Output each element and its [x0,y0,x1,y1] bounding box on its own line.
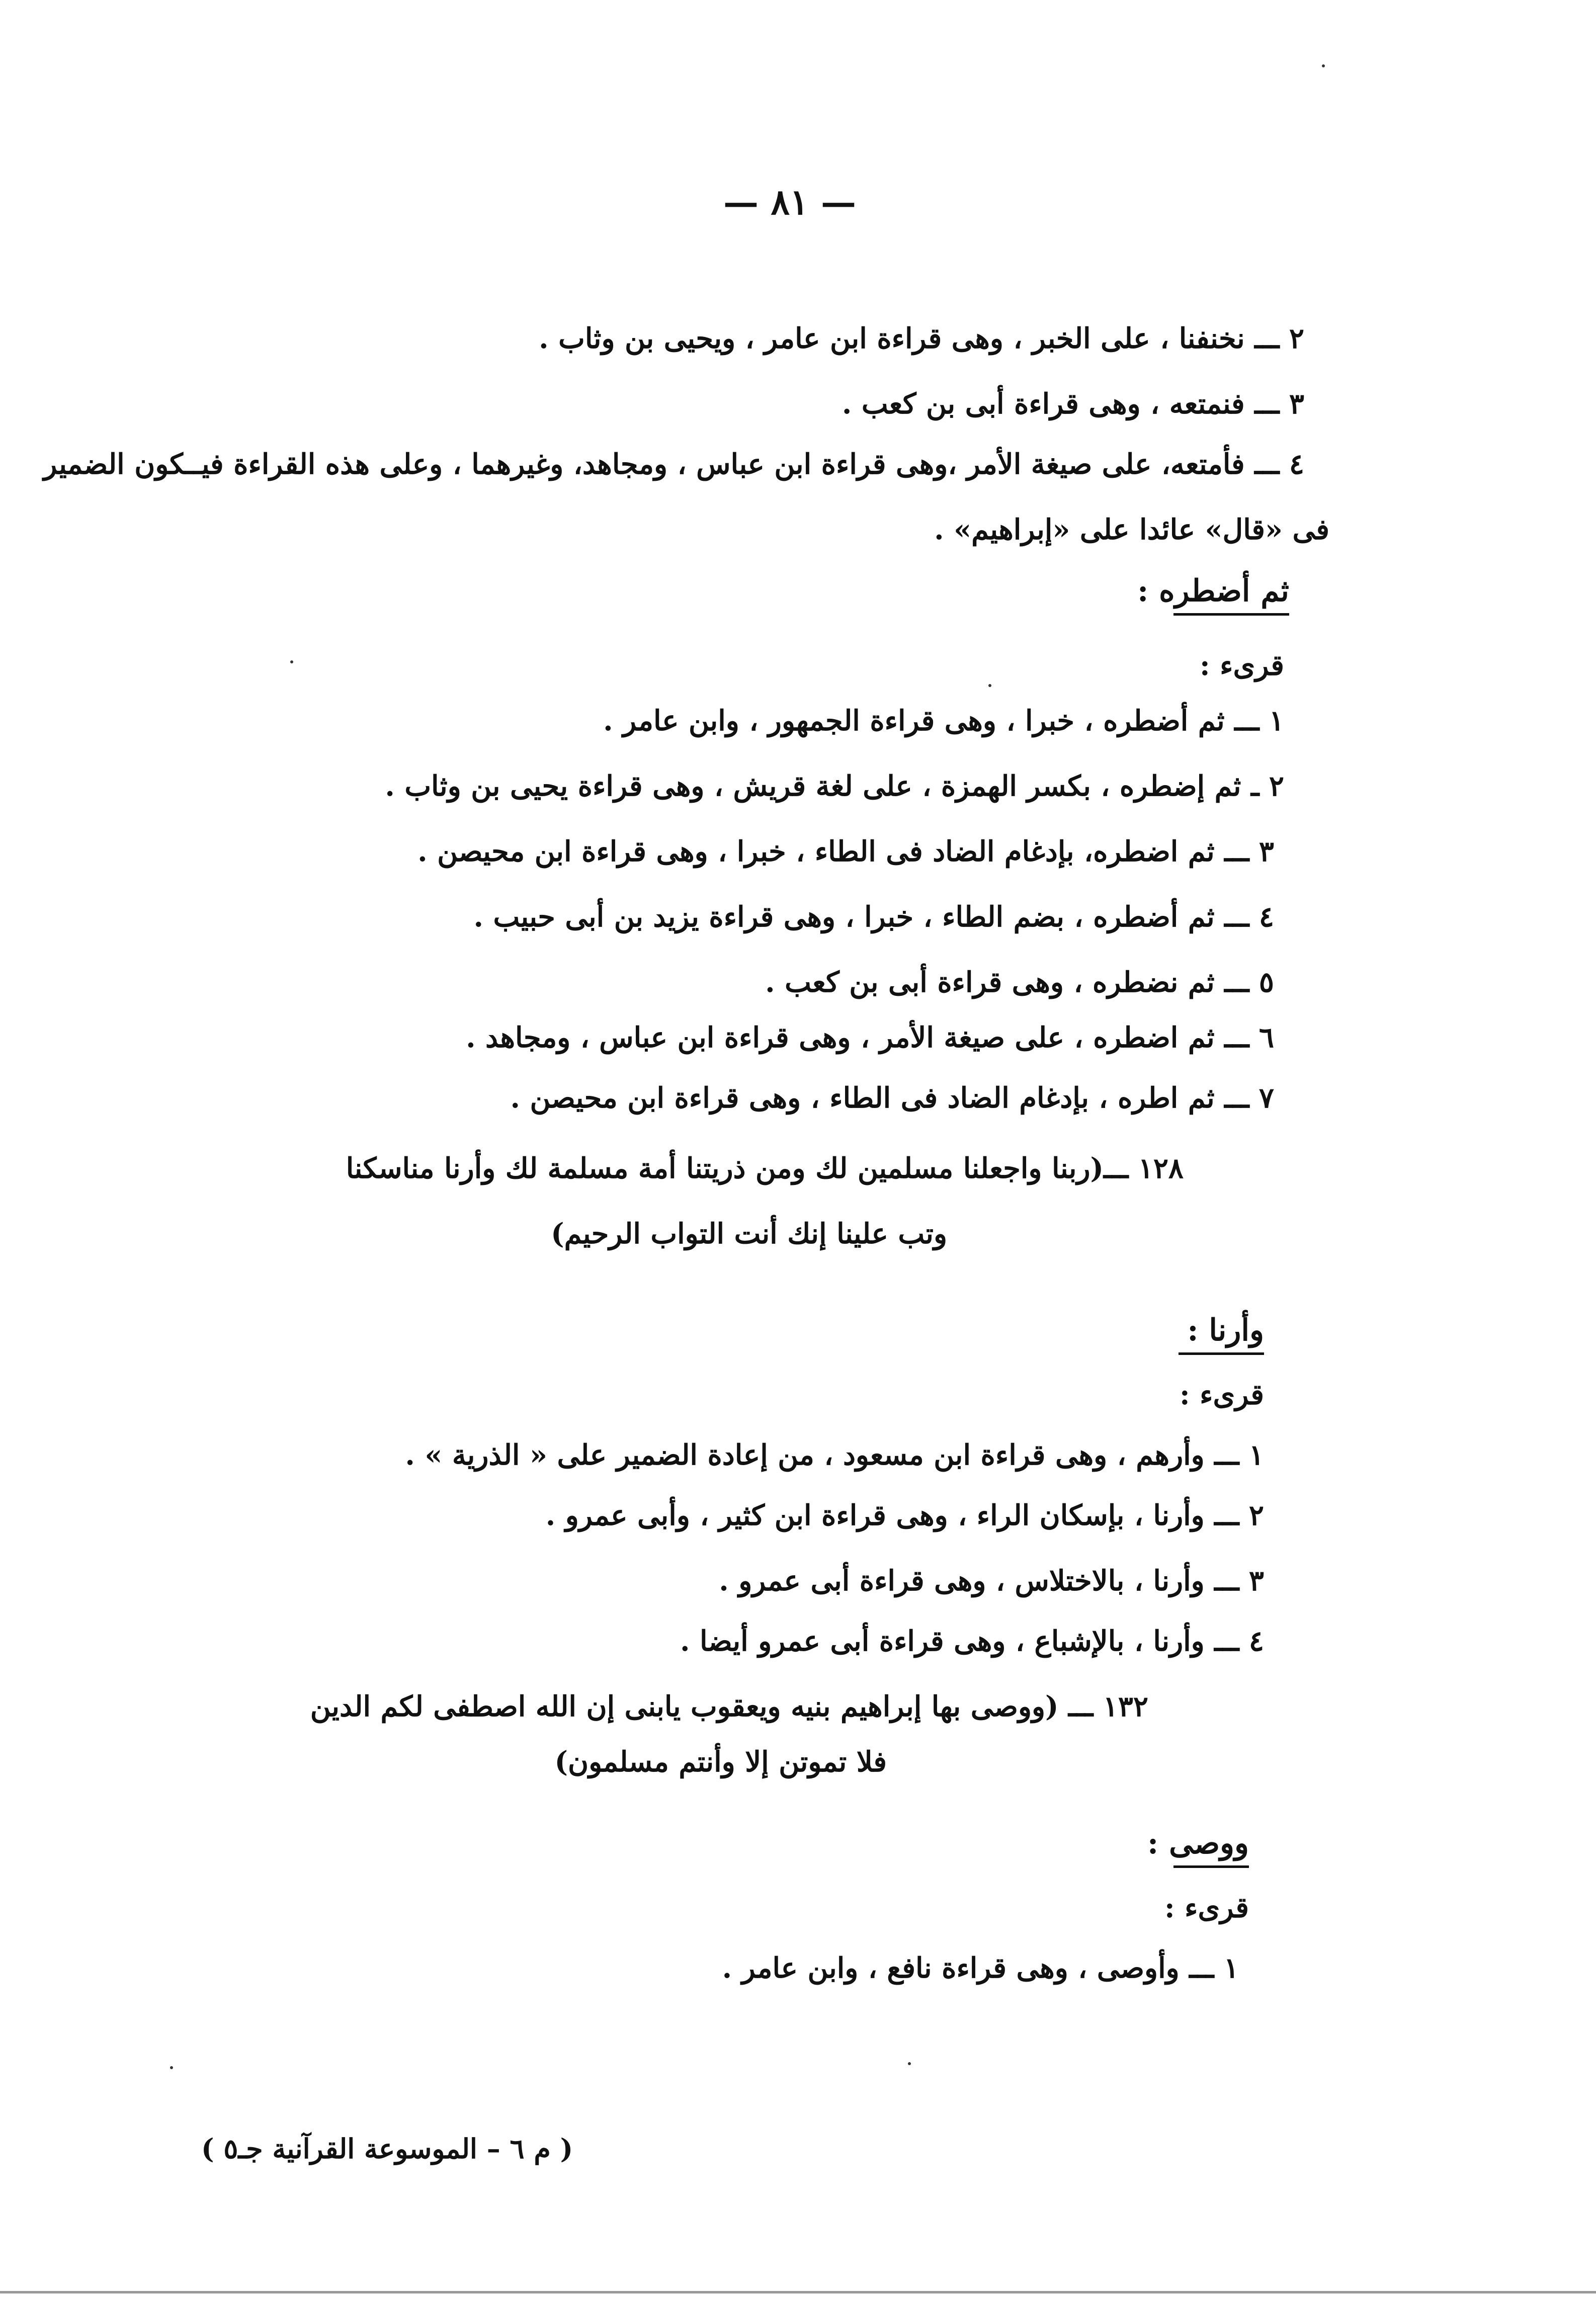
scan-speck [170,2066,173,2069]
heading-underline [1179,1352,1264,1355]
qurie-label: قرىء : [1180,1378,1264,1411]
scan-speck [988,684,991,687]
reading-item: ٢ ـ ثم إضطره ، بكسر الهمزة ، على لغة قريش ، وهى قراءة يحيى بن وثاب . [385,770,1284,803]
reading-item: ٣ ـــ ثم اضطره، بإدغام الضاد فى الطاء ، خبرا ، وهى قراءة ابن محيصن . [417,835,1274,868]
verse-line: فلا تموتن إلا وأنتم مسلمون) [554,1745,887,1778]
reading-item: ٣ ـــ وأرنا ، بالاختلاس ، وهى قراءة أبى عمرو . [719,1564,1264,1597]
scan-edge [0,2291,1596,2293]
scan-speck [908,2062,911,2065]
verse-line: وتب علينا إنك أنت التواب الرحيم) [551,1217,947,1250]
reading-item: ٥ ـــ ثم نضطره ، وهى قراءة أبى بن كعب . [765,966,1274,999]
section-heading-text: ثم أضطره : [1137,573,1289,609]
section-heading [1147,1826,1249,1861]
reading-item: ٤ ـــ ثم أضطره ، بضم الطاء ، خبرا ، وهى قراءة يزيد بن أبى حبيب . [473,900,1274,933]
section-heading-text: وأرنا : [1187,1313,1264,1348]
reading-line: ٢ ـــ نخنفنا ، على الخبر ، وهى قراءة ابن عامر ، ويحيى بن وثاب . [539,322,1304,355]
heading-underline [1173,1865,1249,1868]
reading-item: ٢ ـــ وأرنا ، بإسكان الراء ، وهى قراءة ابن كثير ، وأبى عمرو . [545,1499,1264,1532]
reading-line: ٤ ـــ فأمتعه، على صيغة الأمر ،وهى قراءة ابن عباس ، ومجاهد، وغيرهما ، وعلى هذه القراءة فيــكون الضمير [43,448,1304,481]
reading-item: ٧ ـــ ثم اطره ، بإدغام الضاد فى الطاء ، وهى قراءة ابن محيصن . [510,1081,1274,1115]
section-heading [1187,1313,1264,1348]
heading-underline [1173,613,1289,616]
reading-item: ٤ ـــ وأرنا ، بالإشباع ، وهى قراءة أبى عمرو أيضا . [680,1625,1264,1658]
qurie-label: قرىء : [1164,1891,1249,1924]
verse-line: ١٣٢ ـــ (ووصى بها إبراهيم بنيه ويعقوب يابنى إن الله اصطفى لكم الدين [310,1690,1148,1723]
section-heading-text: ووصى : [1147,1826,1249,1861]
verse-line: ١٢٨ ـــ(ربنا واجعلنا مسلمين لك ومن ذريتنا أمة مسلمة لك وأرنا مناسكنا [346,1152,1184,1185]
reading-item: ٦ ـــ ثم اضطره ، على صيغة الأمر ، وهى قراءة ابن عباس ، ومجاهد . [466,1021,1274,1054]
qurie-label: قرىء : [1200,649,1284,682]
reading-line: فى «قال» عائدا على «إبراهيم» . [934,513,1329,546]
page-footer: ( م ٦ – الموسوعة القرآنية جـ٥ ) [201,2133,573,2165]
scan-speck [290,660,293,663]
reading-line: ٣ ـــ فنمتعه ، وهى قراءة أبى بن كعب . [842,387,1304,420]
scan-speck [1322,64,1325,67]
reading-item: ١ ـــ وأرهم ، وهى قراءة ابن مسعود ، من إعادة الضمير على « الذرية » . [405,1438,1264,1472]
reading-item: ١ ـــ ثم أضطره ، خبرا ، وهى قراءة الجمهور ، وابن عامر . [603,704,1284,737]
page-number: — ٨١ — [723,181,856,223]
section-heading [1137,573,1289,609]
reading-item: ١ ـــ وأوصى ، وهى قراءة نافع ، وابن عامر . [722,1951,1239,1985]
